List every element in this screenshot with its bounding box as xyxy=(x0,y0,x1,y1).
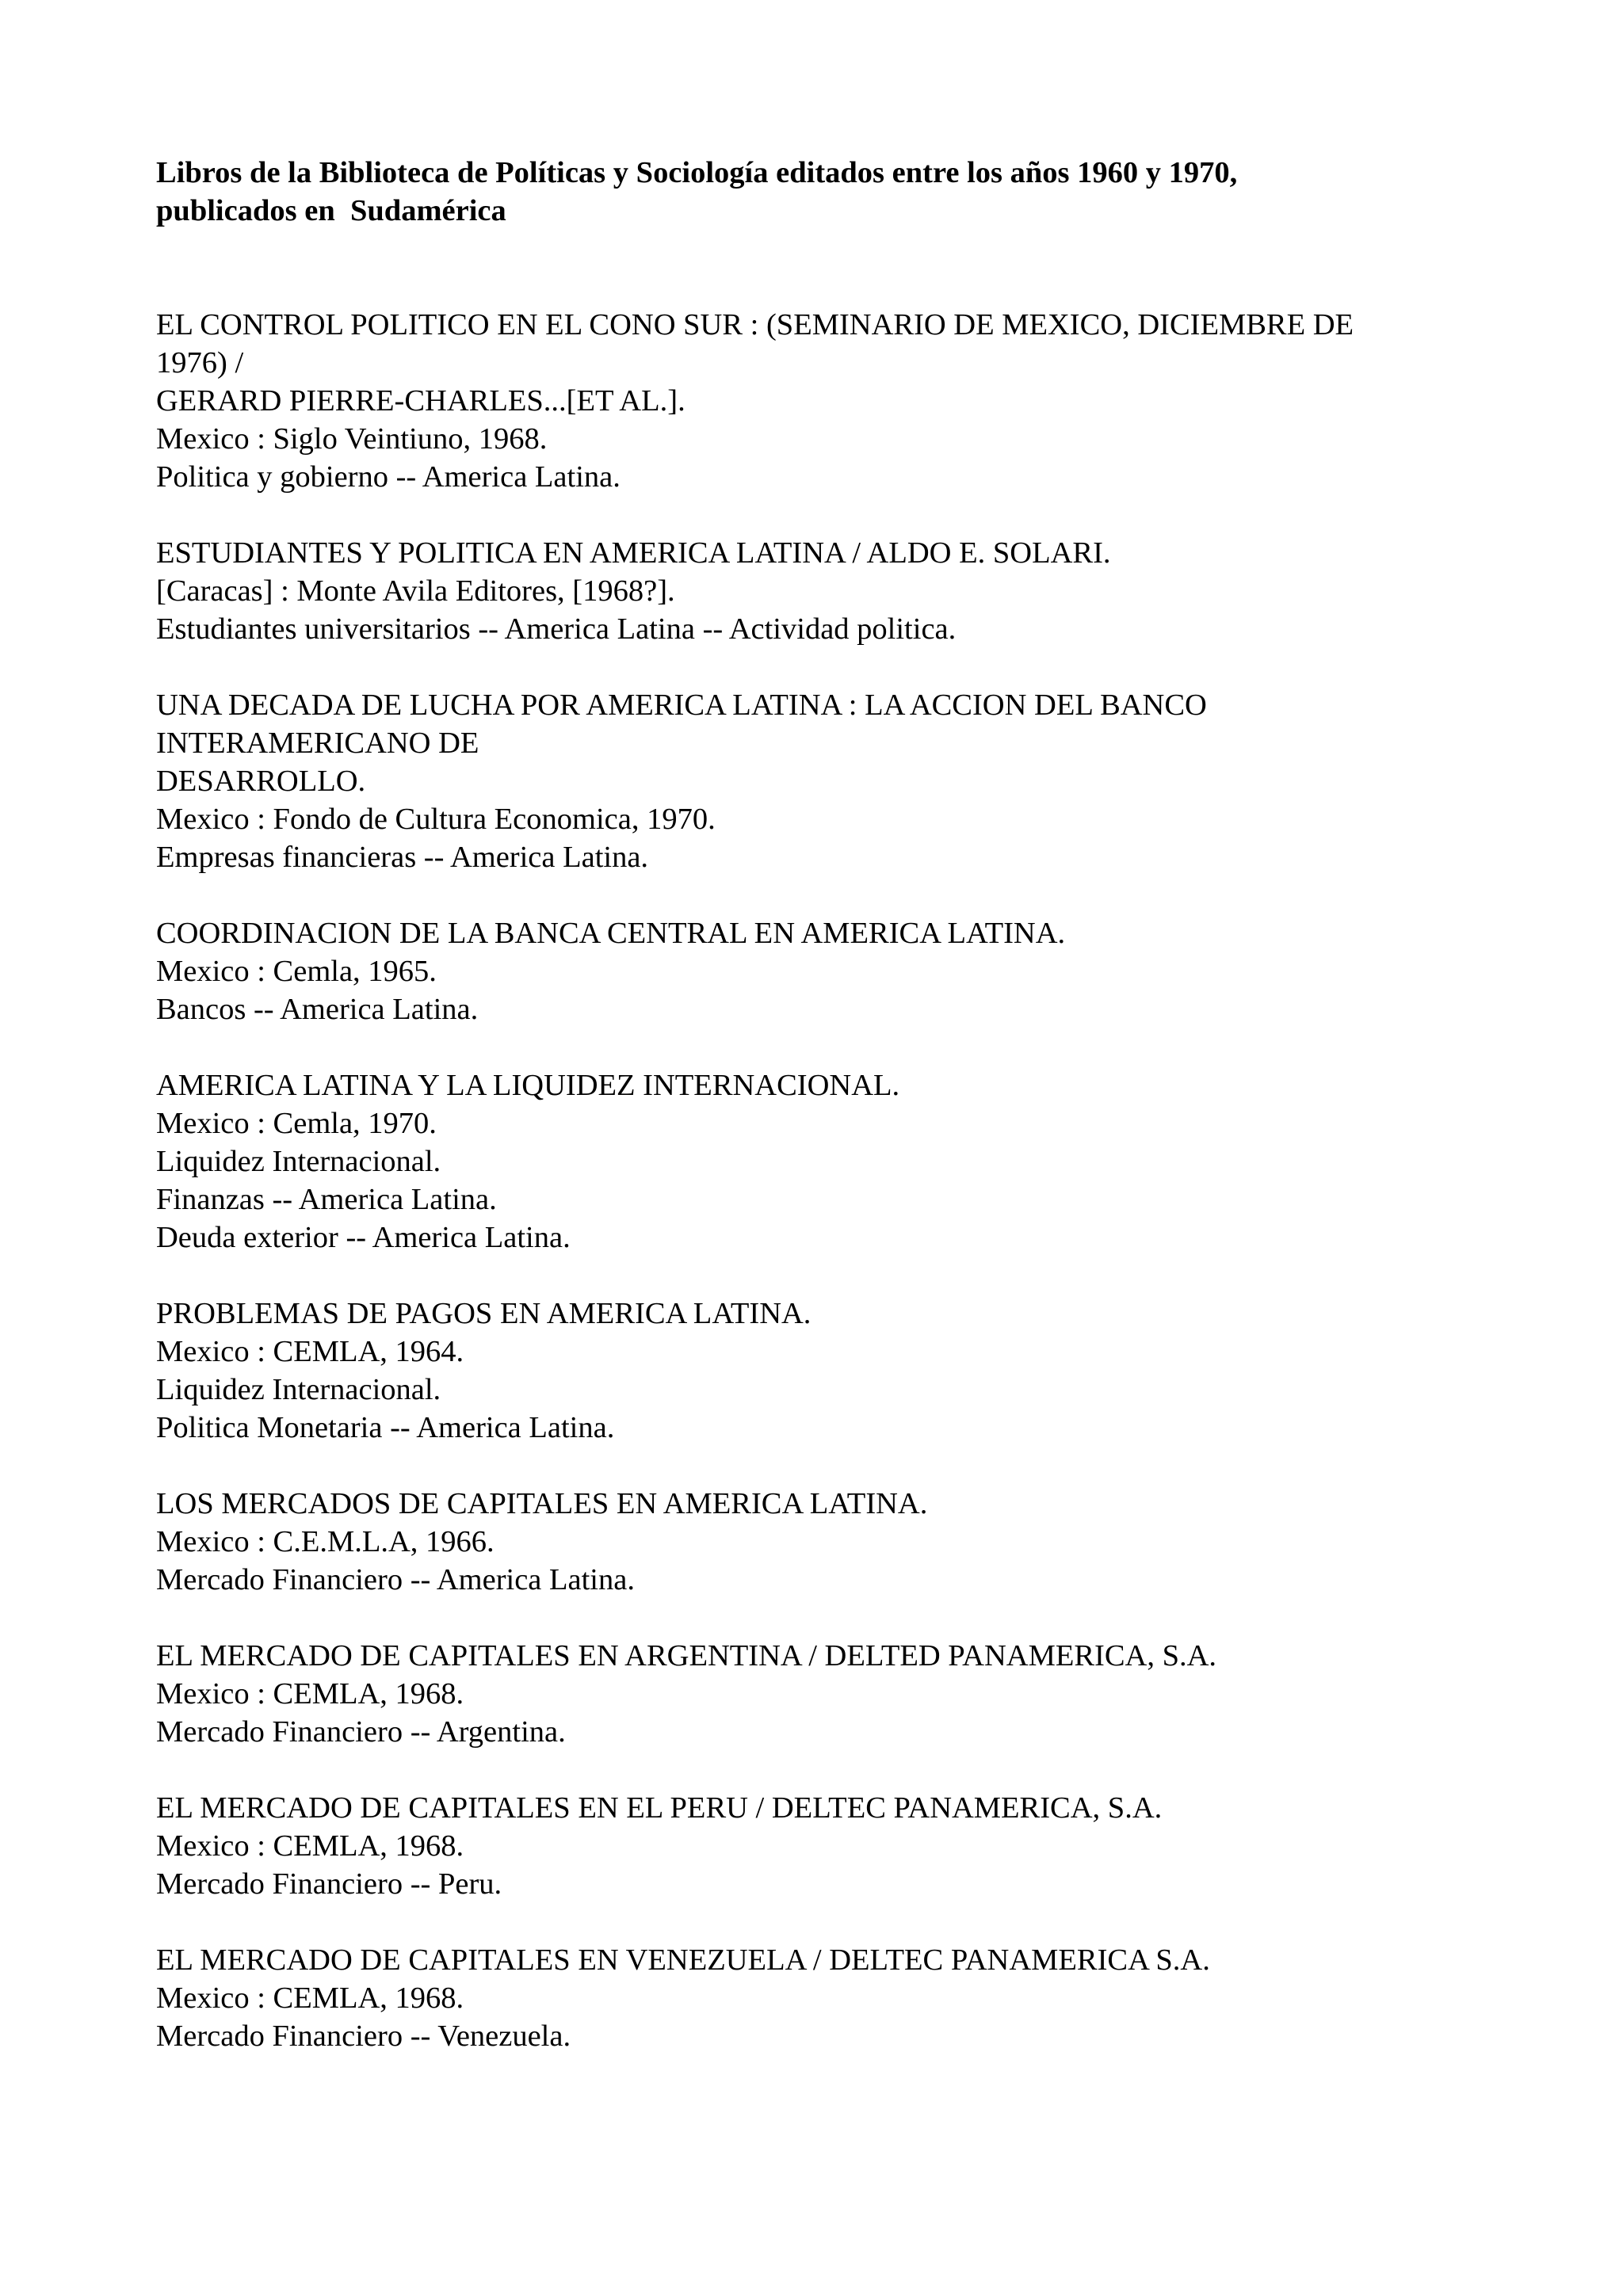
entry-publication: Mexico : CEMLA, 1964. xyxy=(156,1335,464,1368)
catalog-entry xyxy=(156,686,1503,876)
entry-title-continued: DESARROLLO. xyxy=(156,765,366,798)
catalog-entry xyxy=(156,914,1503,1028)
entry-publication: Mexico : CEMLA, 1968. xyxy=(156,1981,464,2015)
heading-line-2: publicados en Sudamérica xyxy=(156,194,506,227)
entry-subject: Empresas financieras -- America Latina. xyxy=(156,841,649,874)
catalog-entry xyxy=(156,1295,1503,1447)
entry-publication: [Caracas] : Monte Avila Editores, [1968?]. xyxy=(156,574,675,608)
entry-title: EL MERCADO DE CAPITALES EN VENEZUELA / DELTEC PANAMERICA S.A. xyxy=(156,1943,1210,1977)
entry-title: EL MERCADO DE CAPITALES EN ARGENTINA / DELTED PANAMERICA, S.A. xyxy=(156,1639,1217,1672)
entry-subject: Deuda exterior -- America Latina. xyxy=(156,1221,571,1254)
entry-subject: Estudiantes universitarios -- America Latina -- Actividad politica. xyxy=(156,612,957,646)
entry-title: ESTUDIANTES Y POLITICA EN AMERICA LATINA / ALDO E. SOLARI. xyxy=(156,536,1111,570)
heading-line-1: Libros de la Biblioteca de Políticas y Sociología editados entre los años 1960 y 1970, xyxy=(156,156,1238,189)
entry-subject: Finanzas -- America Latina. xyxy=(156,1183,497,1216)
page-heading xyxy=(156,154,1503,230)
entry-publication: Mexico : Cemla, 1970. xyxy=(156,1107,437,1140)
entry-publication: Mexico : Cemla, 1965. xyxy=(156,955,437,988)
catalog-entry xyxy=(156,306,1503,496)
entry-subject: Mercado Financiero -- Peru. xyxy=(156,1867,502,1901)
entry-title: EL MERCADO DE CAPITALES EN EL PERU / DELTEC PANAMERICA, S.A. xyxy=(156,1791,1163,1825)
entry-title: LOS MERCADOS DE CAPITALES EN AMERICA LATINA. xyxy=(156,1487,928,1520)
entry-subject: Mercado Financiero -- America Latina. xyxy=(156,1563,635,1596)
entry-publication: Mexico : Fondo de Cultura Economica, 1970. xyxy=(156,803,716,836)
entry-title: COORDINACION DE LA BANCA CENTRAL EN AMERICA LATINA. xyxy=(156,917,1066,950)
catalog-entry xyxy=(156,1066,1503,1257)
entry-subject: Liquidez Internacional. xyxy=(156,1373,441,1406)
entry-subject: Politica y gobierno -- America Latina. xyxy=(156,460,621,494)
catalog-entry xyxy=(156,1637,1503,1751)
catalog-entry xyxy=(156,534,1503,648)
entry-publication: Mexico : CEMLA, 1968. xyxy=(156,1677,464,1711)
entry-subject: Politica Monetaria -- America Latina. xyxy=(156,1411,615,1444)
catalog-entry xyxy=(156,1485,1503,1599)
entry-title: EL CONTROL POLITICO EN EL CONO SUR : (SEMINARIO DE MEXICO, DICIEMBRE DE xyxy=(156,308,1354,341)
entry-publication: Mexico : CEMLA, 1968. xyxy=(156,1829,464,1863)
entry-title: UNA DECADA DE LUCHA POR AMERICA LATINA : LA ACCION DEL BANCO xyxy=(156,688,1207,722)
entry-title-continued: 1976) / xyxy=(156,346,244,379)
entry-subject: Liquidez Internacional. xyxy=(156,1145,441,1178)
entry-subject: Mercado Financiero -- Venezuela. xyxy=(156,2019,571,2053)
entry-title: PROBLEMAS DE PAGOS EN AMERICA LATINA. xyxy=(156,1297,812,1330)
entry-subject: Mercado Financiero -- Argentina. xyxy=(156,1715,566,1749)
entry-subject: Bancos -- America Latina. xyxy=(156,993,479,1026)
entry-publication: Mexico : C.E.M.L.A, 1966. xyxy=(156,1525,495,1558)
catalog-entry xyxy=(156,1789,1503,1903)
entry-publication: Mexico : Siglo Veintiuno, 1968. xyxy=(156,422,548,456)
entry-title-continued: INTERAMERICANO DE xyxy=(156,727,479,760)
entry-title: AMERICA LATINA Y LA LIQUIDEZ INTERNACIONAL. xyxy=(156,1069,900,1102)
catalog-entry xyxy=(156,1941,1503,2055)
entry-author: GERARD PIERRE-CHARLES...[ET AL.]. xyxy=(156,384,685,418)
